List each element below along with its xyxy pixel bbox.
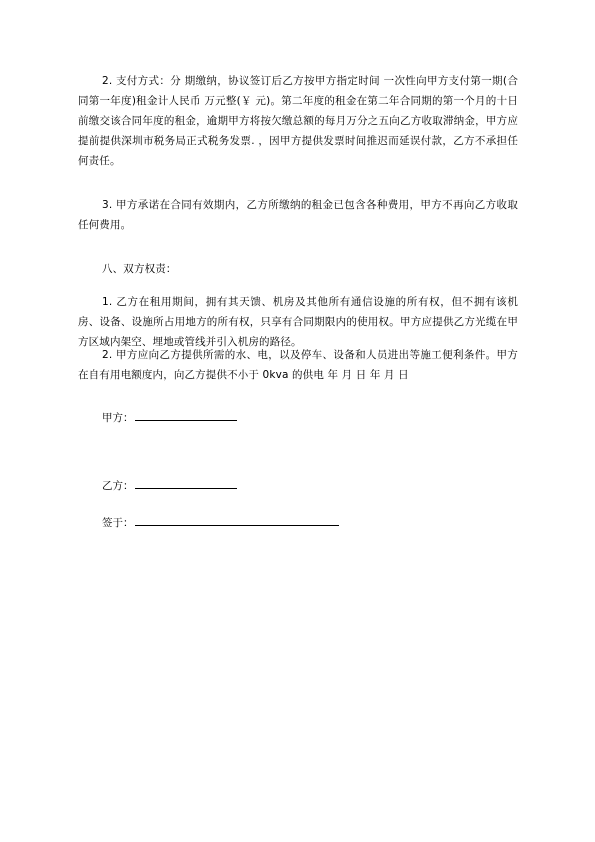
party-b-label: 乙方：: [102, 480, 134, 492]
signed-at-line: [135, 512, 339, 526]
clause-utilities: 2. 甲方应向乙方提供所需的水、电，以及停车、设备和人员进出等施工便利条件。甲方在自有用电额度内，向乙方提供不小于 0kva 的供电 年 月 日 年 月 日: [78, 349, 518, 381]
clause-payment-method: 2. 支付方式：分 期缴纳，协议签订后乙方按甲方指定时间 一次性向甲方支付第一期(合同第一年度)租金计人民币 万元整(￥ 元)。第二年度的租金在第二年合同期的第一个月的十日前缴交该合同年度的租金，逾期甲方将按欠缴总额的每月万分之五向乙方收取滞纳金，甲方应提前提供深圳市税务局正式税务发票. ，因甲方提供发票时间推迟而延误付款，乙方不承担任何责任。: [78, 75, 518, 167]
signature-signed-at: [102, 512, 339, 533]
party-b-signature-line: [135, 475, 237, 489]
clause-fees-included: 3. 甲方承诺在合同有效期内，乙方所缴纳的租金已包含各种费用，甲方不再向乙方收取任何费用。: [78, 199, 518, 231]
section-heading-rights: 八、双方权责：: [102, 263, 177, 275]
signed-at-label: 签于：: [102, 517, 134, 529]
signature-party-b: [102, 475, 237, 496]
clause-ownership: 1. 乙方在租用期间，拥有其天馈、机房及其他所有通信设施的所有权，但不拥有该机房、设备、设施所占用地方的所有权，只享有合同期限内的使用权。甲方应提供乙方光缆在甲方区域内架空、埋地或管线并引入机房的路径。: [78, 296, 518, 348]
party-a-label: 甲方：: [102, 412, 134, 424]
signature-party-a: [102, 407, 237, 428]
party-a-signature-line: [135, 407, 237, 421]
